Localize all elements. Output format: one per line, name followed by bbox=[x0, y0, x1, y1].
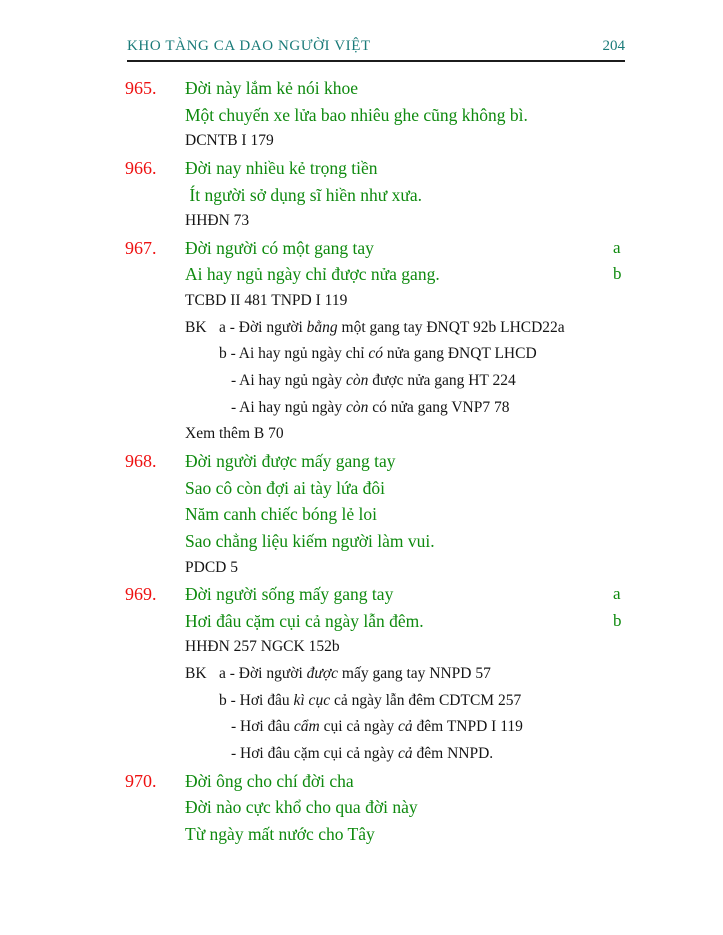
text-row bbox=[0, 102, 723, 129]
verse-line: Sao chẳng liệu kiếm người làm vui. bbox=[185, 530, 435, 551]
page-header bbox=[127, 38, 625, 62]
text-row bbox=[0, 581, 723, 608]
bk-variant-line bbox=[219, 341, 537, 368]
entry-number: 969. bbox=[125, 584, 157, 605]
variant-text: b - Hơi đâu bbox=[219, 691, 294, 709]
text-row bbox=[0, 182, 723, 209]
text-row bbox=[0, 794, 723, 821]
text-row bbox=[0, 315, 723, 342]
text-row bbox=[0, 634, 723, 661]
text-row bbox=[0, 368, 723, 395]
verse-line: Đời nay nhiều kẻ trọng tiền bbox=[185, 157, 378, 178]
bk-label: BK bbox=[185, 318, 207, 336]
verse-line: Đời người sống mấy gang tay bbox=[185, 584, 394, 605]
text-row bbox=[0, 768, 723, 795]
variant-word-italic: cả bbox=[398, 718, 413, 736]
bk-variant-line bbox=[231, 368, 516, 395]
variant-text: có nửa gang VNP7 78 bbox=[368, 398, 510, 416]
text-row bbox=[0, 261, 723, 288]
reference-line: HHĐN 257 NGCK 152b bbox=[185, 638, 340, 656]
running-title: KHO TÀNG CA DAO NGƯỜI VIỆT bbox=[127, 38, 371, 54]
entries-list bbox=[0, 75, 723, 848]
variant-text: b - Ai hay ngủ ngày chỉ bbox=[219, 345, 369, 363]
text-row bbox=[0, 528, 723, 555]
entry-number: 967. bbox=[125, 237, 157, 258]
verse-marker: b bbox=[613, 610, 622, 630]
variant-text: - Ai hay ngủ ngày bbox=[231, 372, 346, 390]
text-row bbox=[0, 714, 723, 741]
see-also-line: Xem thêm B 70 bbox=[185, 425, 284, 443]
verse-line: Ít người sở dụng sĩ hiền như xưa. bbox=[185, 184, 423, 205]
reference-line: TCBD II 481 TNPD I 119 bbox=[185, 292, 348, 310]
text-row bbox=[0, 448, 723, 475]
variant-word-italic: bằng bbox=[306, 318, 338, 336]
variant-text: cả ngày lẫn đêm CDTCM 257 bbox=[330, 691, 522, 709]
text-row bbox=[0, 235, 723, 262]
variant-word-italic: cả bbox=[398, 745, 413, 763]
verse-line: Năm canh chiếc bóng lẻ loi bbox=[185, 504, 377, 525]
bk-label: BK bbox=[185, 665, 207, 683]
entry-number: 966. bbox=[125, 157, 157, 178]
bk-variant-line bbox=[231, 714, 523, 741]
variant-text: đêm TNPD I 119 bbox=[412, 718, 523, 736]
verse-line: Một chuyến xe lửa bao nhiêu ghe cũng không bì. bbox=[185, 104, 528, 125]
variant-word-italic: kì cục bbox=[293, 691, 331, 709]
text-row bbox=[0, 341, 723, 368]
variant-text: một gang tay ĐNQT 92b LHCD22a bbox=[337, 318, 565, 336]
text-row bbox=[0, 75, 723, 102]
text-row bbox=[0, 395, 723, 422]
verse-line: Đời này lắm kẻ nói khoe bbox=[185, 78, 359, 98]
text-row bbox=[0, 661, 723, 688]
variant-word-italic: cẩm bbox=[293, 718, 320, 736]
variant-text: a - Đời người bbox=[219, 318, 307, 336]
variant-word-italic: còn bbox=[345, 372, 369, 390]
entry-number: 970. bbox=[125, 770, 157, 791]
verse-line: Ai hay ngủ ngày chỉ được nửa gang. bbox=[185, 264, 440, 285]
reference-line: HHĐN 73 bbox=[185, 212, 250, 230]
text-row bbox=[0, 288, 723, 315]
verse-marker: a bbox=[613, 584, 621, 604]
variant-text: a - Đời người bbox=[219, 665, 307, 683]
variant-text: mấy gang tay NNPD 57 bbox=[338, 665, 491, 683]
text-row bbox=[0, 208, 723, 235]
variant-text: được nửa gang HT 224 bbox=[368, 372, 516, 390]
verse-line: Đời người có một gang tay bbox=[185, 237, 374, 258]
variant-text: cụi cả ngày bbox=[319, 718, 399, 736]
verse-line: Hơi đâu cặm cụi cả ngày lẫn đêm. bbox=[185, 610, 424, 631]
verse-line: Đời nào cực khổ cho qua đời này bbox=[185, 797, 418, 818]
variant-word-italic: được bbox=[306, 665, 339, 683]
entry-number: 968. bbox=[125, 450, 157, 471]
bk-variant-line bbox=[219, 688, 521, 715]
entry-number: 965. bbox=[125, 78, 157, 98]
variant-word-italic: còn bbox=[345, 398, 369, 416]
text-row bbox=[0, 128, 723, 155]
text-row bbox=[0, 821, 723, 848]
text-row bbox=[0, 555, 723, 582]
variant-text: - Ai hay ngủ ngày bbox=[231, 398, 346, 416]
variant-text: đêm NNPD. bbox=[412, 745, 494, 763]
page-number: 204 bbox=[602, 38, 625, 54]
text-row bbox=[0, 741, 723, 768]
verse-line: Sao cô còn đợi ai tày lứa đôi bbox=[185, 477, 386, 498]
reference-line: DCNTB I 179 bbox=[185, 132, 274, 150]
verse-line: Đời ông cho chí đời cha bbox=[185, 770, 354, 791]
text-row bbox=[0, 155, 723, 182]
text-row bbox=[0, 608, 723, 635]
bk-variant-line bbox=[231, 741, 493, 768]
variant-text: - Hơi đâu cặm cụi cả ngày bbox=[231, 745, 399, 763]
text-row bbox=[0, 688, 723, 715]
text-row bbox=[0, 475, 723, 502]
text-row bbox=[0, 501, 723, 528]
variant-word-italic: có bbox=[368, 345, 384, 363]
verse-line: Từ ngày mất nước cho Tây bbox=[185, 823, 375, 844]
variant-text: nửa gang ĐNQT LHCD bbox=[383, 345, 537, 363]
verse-marker: a bbox=[613, 237, 621, 257]
variant-text: - Hơi đâu bbox=[231, 718, 294, 736]
reference-line: PDCD 5 bbox=[185, 558, 238, 576]
bk-variant-line bbox=[219, 315, 565, 342]
text-row bbox=[0, 421, 723, 448]
verse-line: Đời người được mấy gang tay bbox=[185, 450, 396, 471]
bk-variant-line bbox=[219, 661, 491, 688]
bk-variant-line bbox=[231, 395, 510, 422]
verse-marker: b bbox=[613, 264, 622, 284]
